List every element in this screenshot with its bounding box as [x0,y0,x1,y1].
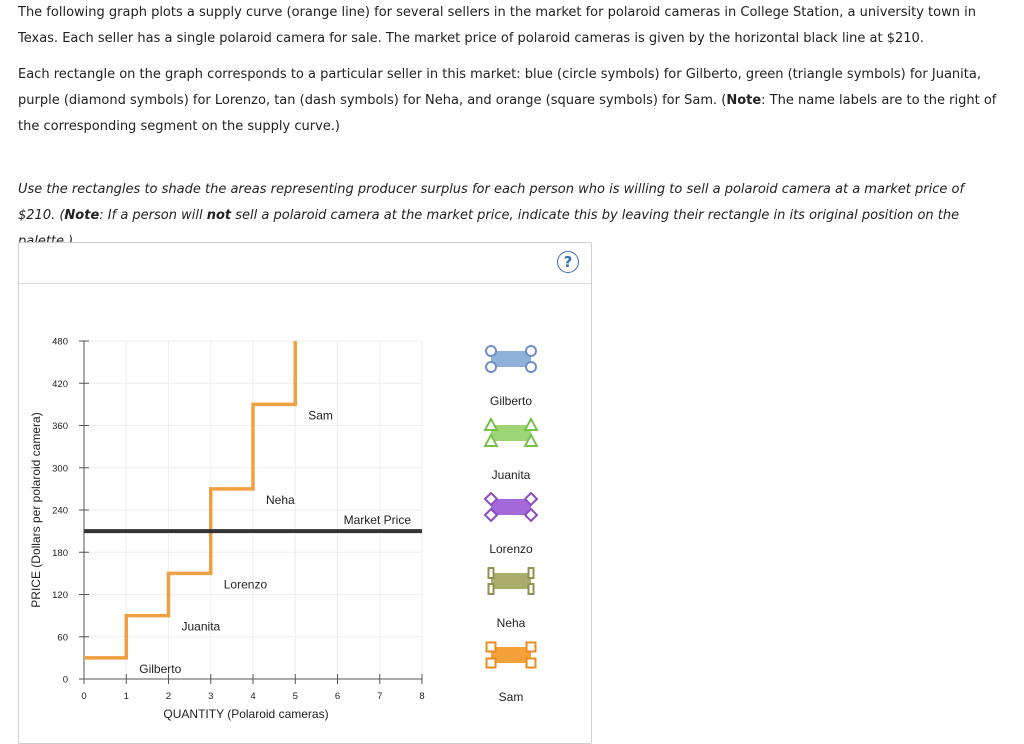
palette-label-neha: Neha [496,616,526,630]
palette-rect-gilberto[interactable] [486,346,536,372]
seller-label-gilberto: Gilberto [139,661,182,676]
palette-label-sam: Sam [498,690,524,704]
x-tick-label: 0 [81,691,87,702]
x-tick-label: 5 [292,691,298,702]
supply-curve [84,341,295,658]
palette-rect-lorenzo[interactable] [485,493,537,521]
circle-handle-icon[interactable] [526,346,536,356]
dash-handle-icon[interactable] [529,584,534,594]
y-tick-label: 180 [52,547,68,559]
square-handle-icon[interactable] [487,659,496,668]
palette-rect-fill[interactable] [491,351,531,367]
circle-handle-icon[interactable] [486,346,496,356]
x-tick-label: 3 [208,691,214,702]
help-icon[interactable]: ? [557,251,579,273]
seller-label-juanita: Juanita [181,619,221,634]
palette-rect-sam[interactable] [487,643,536,668]
x-tick-label: 4 [250,691,256,702]
text-run: Use the rectangles to shade the areas representing producer surplus for each person who is willing to sell a polaroid camera at a market price of $210. ( [18,182,965,223]
y-tick-label: 120 [52,590,68,601]
graph-panel [18,242,592,744]
y-tick-label: 480 [52,336,68,348]
triangle-handle-icon[interactable] [525,419,537,430]
x-axis-label: QUANTITY (Polaroid cameras) [163,707,329,721]
circle-handle-icon[interactable] [486,362,496,372]
text-run: sell a polaroid camera at the market price, indicate this by leaving their rectangle in its original position on the [235,208,960,223]
palette-rect-fill[interactable] [491,499,531,515]
x-tick-label: 1 [123,691,129,702]
y-tick-label: 240 [52,505,68,517]
circle-handle-icon[interactable] [526,362,536,372]
text-run: not [206,208,232,223]
text-run: Each rectangle on the graph corresponds to a particular seller in this market: blue (circle symbols) for Gilberto, green (triangle symbols) for Juanita, purple (diamond symbols) for Lorenzo, tan (dash symbols) for Neha, and orange (square symbols) for Sam. ( [18,67,981,108]
supply-chart[interactable] [19,243,591,743]
text-run: : If a person will [99,208,207,223]
dash-handle-icon[interactable] [489,584,494,594]
square-handle-icon[interactable] [487,643,496,652]
y-tick-label: 60 [57,632,68,644]
x-tick-label: 6 [334,691,341,702]
palette-rect-fill[interactable] [491,425,531,441]
palette-label-juanita: Juanita [491,468,531,482]
square-handle-icon[interactable] [527,643,536,652]
text-run: Note [64,208,100,223]
triangle-handle-icon[interactable] [485,419,497,430]
dash-handle-icon[interactable] [529,568,534,578]
dash-handle-icon[interactable] [489,568,494,578]
palette-label-gilberto: Gilberto [489,394,533,408]
x-tick-label: 7 [377,691,383,702]
text-run: Note [726,93,762,108]
seller-label-neha: Neha [266,492,295,507]
palette-rect-juanita[interactable] [485,419,537,446]
text-run: The following graph plots a supply curve (orange line) for several sellers in the market for polaroid cameras in College Station, a university town in Texas. Each seller has a single polaroid camera for sale. The market price of polaroid cameras is given by the horizontal black line at $210. [18,5,976,46]
x-tick-label: 2 [165,691,172,702]
instructions-paragraph-2 [18,62,1003,140]
y-tick-label: 420 [52,378,68,390]
y-axis-label: PRICE (Dollars per polaroid camera) [29,412,43,608]
text-run: : The name labels are to the right of the corresponding segment on the supply curve.) [18,93,997,134]
instructions-paragraph-1 [18,0,1003,52]
palette-rect-fill[interactable] [491,573,531,589]
palette-label-lorenzo: Lorenzo [489,542,533,556]
market-price-label: Market Price [343,513,411,528]
seller-label-sam: Sam [308,408,333,423]
y-tick-label: 360 [52,421,68,432]
square-handle-icon[interactable] [527,659,536,668]
seller-label-lorenzo: Lorenzo [223,577,268,592]
y-tick-label: 300 [52,463,68,475]
x-tick-label: 8 [419,691,425,702]
palette-rect-fill[interactable] [491,647,531,663]
y-tick-label: 0 [62,674,68,686]
palette-rect-neha[interactable] [489,568,534,594]
